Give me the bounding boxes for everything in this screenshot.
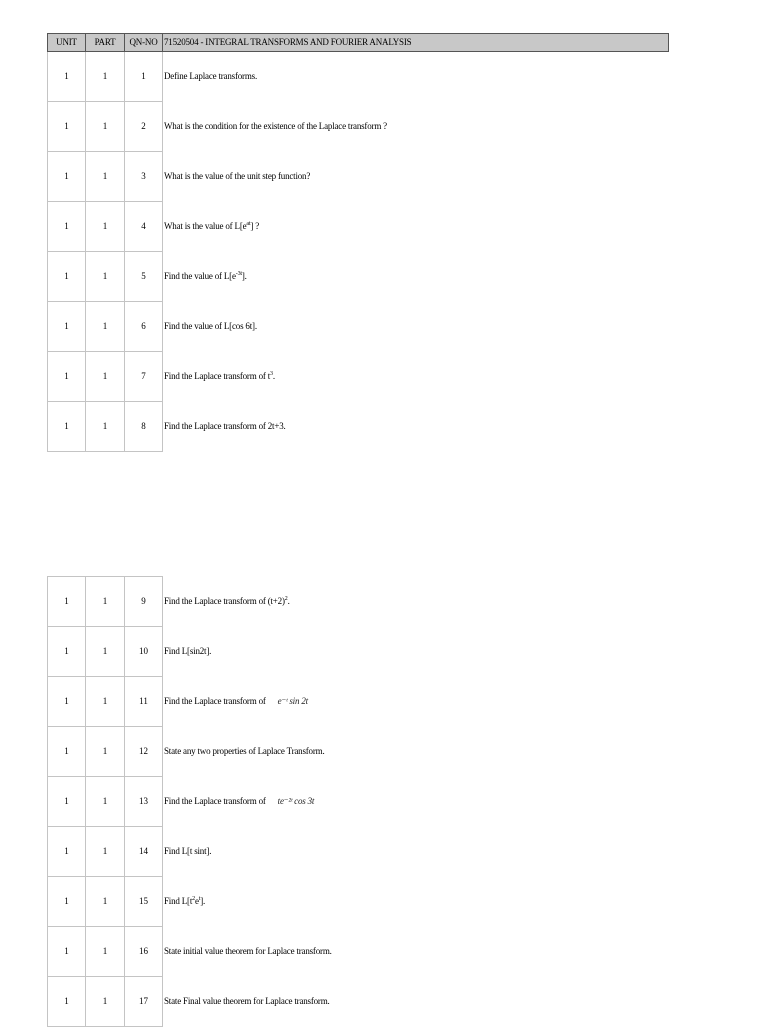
superscript: -3t — [235, 271, 242, 277]
question-text: ]. — [200, 896, 206, 906]
qn-no-cell: 17 — [125, 977, 163, 1027]
superscript: 2 — [284, 596, 288, 602]
qn-no-cell: 5 — [125, 252, 163, 302]
part-cell: 1 — [86, 302, 125, 352]
superscript: 3 — [270, 371, 273, 377]
question-text-cell — [163, 402, 669, 452]
qn-no-cell: 9 — [125, 577, 163, 627]
part-cell: 1 — [86, 777, 125, 827]
table-row — [48, 877, 669, 927]
unit-cell: 1 — [48, 577, 86, 627]
part-cell: 1 — [86, 627, 125, 677]
math-expression: te⁻²ᵗ cos 3t — [277, 796, 315, 806]
table-row — [48, 102, 669, 152]
question-text-cell — [163, 202, 669, 252]
question-text: Find the value of L[cos 6t]. — [164, 321, 257, 331]
question-text-cell — [163, 252, 669, 302]
question-text: Find the Laplace transform of — [164, 796, 266, 806]
question-text-cell — [163, 677, 669, 727]
table-row — [48, 352, 669, 402]
unit-cell: 1 — [48, 877, 86, 927]
question-text-cell — [163, 727, 669, 777]
unit-cell: 1 — [48, 977, 86, 1027]
question-text: Find the value of L[e — [164, 271, 236, 281]
table-row — [48, 827, 669, 877]
question-text-cell — [163, 977, 669, 1027]
unit-column-header: UNIT — [48, 34, 86, 52]
table-row — [48, 627, 669, 677]
part-cell: 1 — [86, 102, 125, 152]
unit-cell: 1 — [48, 777, 86, 827]
question-text: Find L[t — [164, 896, 193, 906]
question-text: State any two properties of Laplace Transform. — [164, 746, 325, 756]
part-cell: 1 — [86, 152, 125, 202]
part-cell: 1 — [86, 927, 125, 977]
question-table-bottom — [47, 576, 669, 1027]
qn-no-cell: 4 — [125, 202, 163, 252]
part-cell: 1 — [86, 727, 125, 777]
table-row — [48, 402, 669, 452]
qn-no-cell: 7 — [125, 352, 163, 402]
part-cell: 1 — [86, 352, 125, 402]
question-text-cell — [163, 102, 669, 152]
question-text-cell — [163, 777, 669, 827]
qn-no-cell: 13 — [125, 777, 163, 827]
table-row — [48, 977, 669, 1027]
qn-no-cell: 8 — [125, 402, 163, 452]
unit-cell: 1 — [48, 252, 86, 302]
question-text-cell — [163, 152, 669, 202]
question-text: Find the Laplace transform of (t+2) — [164, 596, 285, 606]
question-table-top — [47, 33, 669, 452]
table-row — [48, 777, 669, 827]
question-rows-bottom — [48, 577, 669, 1027]
part-cell: 1 — [86, 577, 125, 627]
superscript: t — [198, 896, 201, 902]
table-row — [48, 927, 669, 977]
question-text: State initial value theorem for Laplace transform. — [164, 946, 332, 956]
question-rows-top — [48, 52, 669, 452]
question-text: ] ? — [250, 221, 260, 231]
unit-cell: 1 — [48, 52, 86, 102]
question-text: What is the condition for the existence of the Laplace transform ? — [164, 121, 387, 131]
question-text-cell — [163, 877, 669, 927]
table-row — [48, 302, 669, 352]
unit-cell: 1 — [48, 627, 86, 677]
unit-cell: 1 — [48, 202, 86, 252]
part-cell: 1 — [86, 52, 125, 102]
qn-no-cell: 11 — [125, 677, 163, 727]
table-row — [48, 52, 669, 102]
qn-no-cell: 3 — [125, 152, 163, 202]
course-title-header: 71520504 - INTEGRAL TRANSFORMS AND FOURIER ANALYSIS — [163, 34, 669, 52]
question-text: Define Laplace transforms. — [164, 71, 258, 82]
part-cell: 1 — [86, 877, 125, 927]
question-text-cell — [163, 302, 669, 352]
question-text-cell — [163, 577, 669, 627]
part-cell: 1 — [86, 827, 125, 877]
question-text: What is the value of the unit step function? — [164, 171, 311, 181]
unit-cell: 1 — [48, 302, 86, 352]
question-text: Find the Laplace transform of — [164, 696, 266, 706]
question-text: State Final value theorem for Laplace transform. — [164, 996, 330, 1006]
question-text: What is the value of L[e — [164, 221, 247, 231]
unit-cell: 1 — [48, 152, 86, 202]
qn-no-column-header: QN-NO — [125, 34, 163, 52]
table-row — [48, 677, 669, 727]
part-cell: 1 — [86, 402, 125, 452]
unit-cell: 1 — [48, 727, 86, 777]
superscript: at — [246, 221, 251, 227]
part-cell: 1 — [86, 677, 125, 727]
question-text: Find L[t sint]. — [164, 846, 212, 856]
unit-cell: 1 — [48, 102, 86, 152]
table-row — [48, 202, 669, 252]
part-cell: 1 — [86, 202, 125, 252]
question-text: Find the Laplace transform of t — [164, 371, 271, 381]
question-text: . — [272, 371, 275, 381]
question-text-cell — [163, 827, 669, 877]
math-expression: e⁻ᵗ sin 2t — [277, 696, 308, 706]
question-text: Find L[sin2t]. — [164, 646, 212, 656]
question-text-cell — [163, 927, 669, 977]
qn-no-cell: 1 — [125, 52, 163, 102]
unit-cell: 1 — [48, 927, 86, 977]
table-row — [48, 152, 669, 202]
table-row — [48, 577, 669, 627]
part-cell: 1 — [86, 252, 125, 302]
question-text-cell — [163, 52, 669, 102]
unit-cell: 1 — [48, 677, 86, 727]
table-row — [48, 727, 669, 777]
unit-cell: 1 — [48, 827, 86, 877]
part-cell: 1 — [86, 977, 125, 1027]
qn-no-cell: 12 — [125, 727, 163, 777]
question-text: ]. — [241, 271, 247, 281]
unit-cell: 1 — [48, 402, 86, 452]
qn-no-cell: 10 — [125, 627, 163, 677]
superscript: 2 — [192, 896, 195, 902]
question-text-cell — [163, 627, 669, 677]
table-row — [48, 252, 669, 302]
question-text-cell — [163, 352, 669, 402]
qn-no-cell: 2 — [125, 102, 163, 152]
question-text: e — [194, 896, 199, 906]
question-text: . — [287, 596, 290, 606]
qn-no-cell: 14 — [125, 827, 163, 877]
unit-cell: 1 — [48, 352, 86, 402]
qn-no-cell: 6 — [125, 302, 163, 352]
qn-no-cell: 16 — [125, 927, 163, 977]
table-header-row — [48, 34, 669, 52]
question-text: Find the Laplace transform of 2t+3. — [164, 421, 286, 431]
part-column-header: PART — [86, 34, 125, 52]
qn-no-cell: 15 — [125, 877, 163, 927]
